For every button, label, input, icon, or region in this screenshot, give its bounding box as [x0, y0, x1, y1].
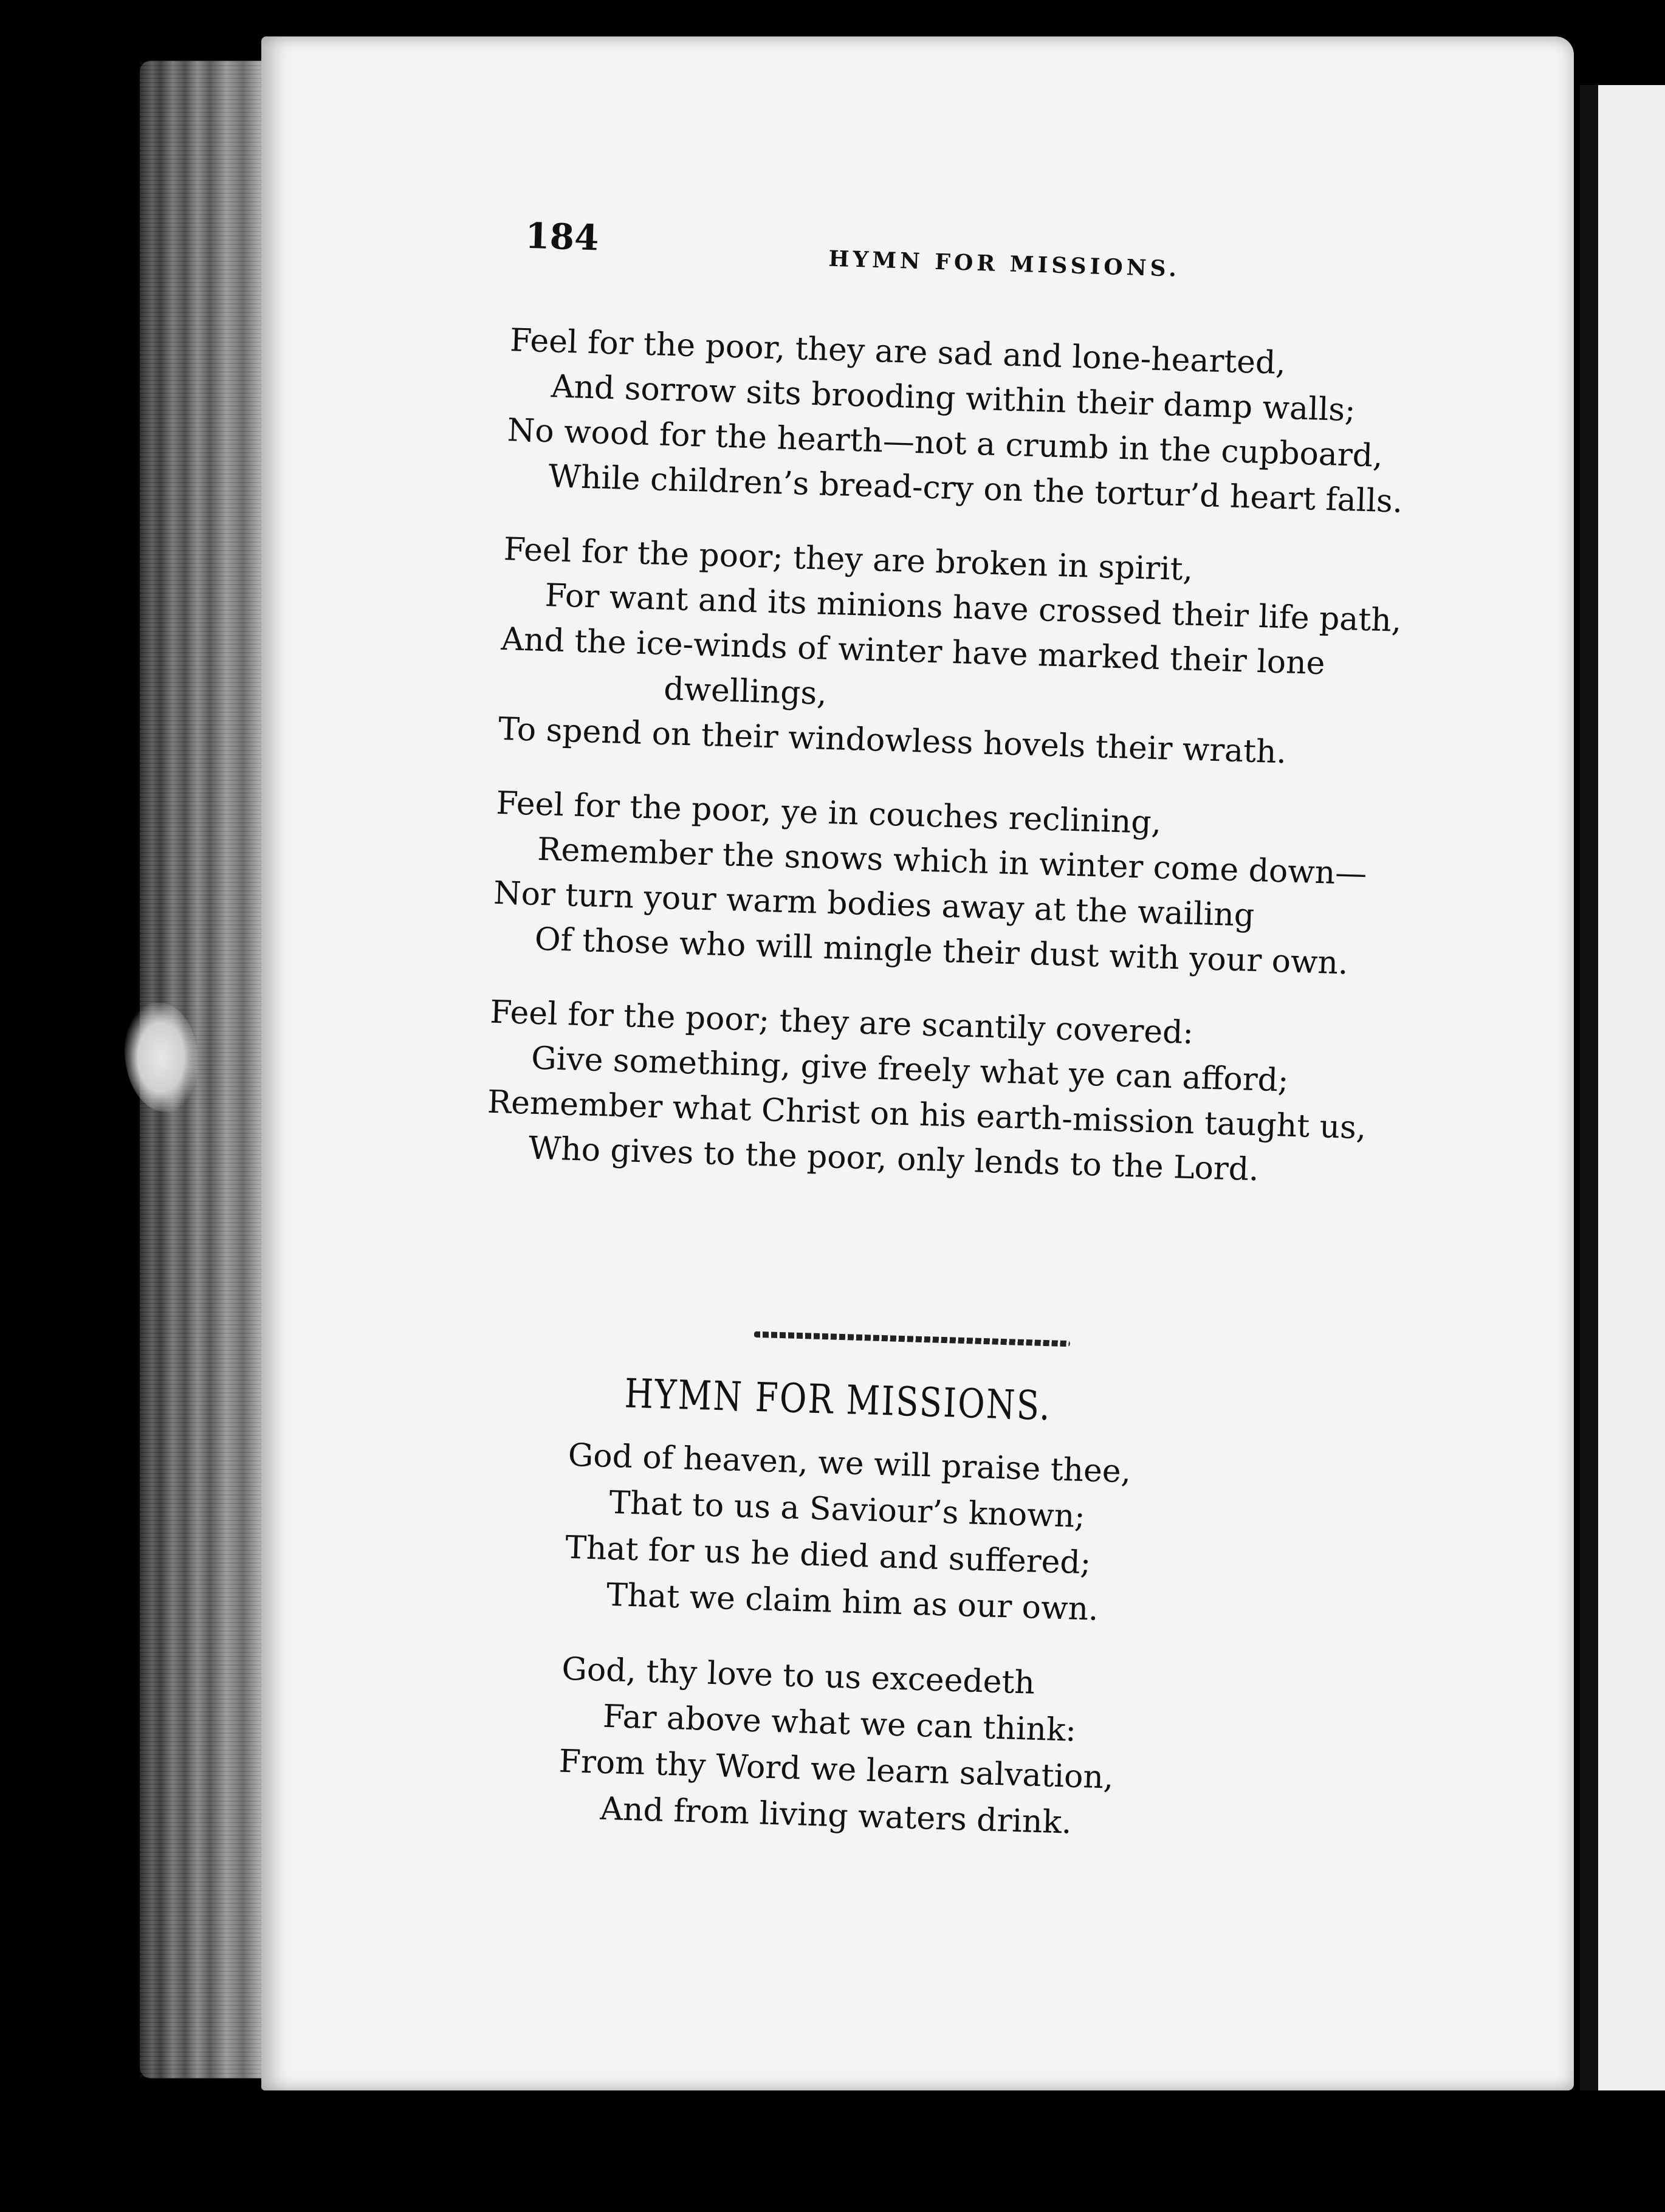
- poem-line: Give something, give freely what ye can afford;: [530, 1040, 1289, 1099]
- poem-line: dwellings,: [663, 670, 828, 712]
- hymn-line: That to us a Saviour’s known;: [608, 1484, 1086, 1536]
- poem-line: Remember the snows which in winter come down—: [537, 831, 1368, 893]
- hymn-for-missions: [556, 1432, 1480, 1887]
- book-page: [261, 36, 1574, 2090]
- poem-line: And the ice-winds of winter have marked their lone: [500, 620, 1326, 682]
- poem-line: Feel for the poor, ye in couches reclining,: [495, 785, 1162, 842]
- hymn-line: God of heaven, we will praise thee,: [567, 1437, 1132, 1491]
- hymn-line: That for us he died and suffered;: [565, 1529, 1092, 1582]
- poem-line: Who gives to the poor, only lends to the Lord.: [527, 1130, 1260, 1189]
- poem-line: Feel for the poor; they are broken in spirit,: [503, 531, 1193, 588]
- hymn-stanza: [557, 1646, 1474, 1858]
- poem-line: Feel for the poor, they are sad and lone-hearted,: [509, 322, 1286, 382]
- hymn-stanza: [563, 1432, 1480, 1644]
- poem-stanza: [506, 318, 1543, 528]
- poem-stanza: [492, 781, 1529, 991]
- running-head: [524, 215, 1486, 311]
- poem-stanza: [486, 990, 1523, 1200]
- poem-line: While children’s bread-cry on the tortur’d heart falls.: [548, 458, 1404, 520]
- facing-page-edge: [1580, 85, 1665, 2090]
- poem-line: Remember what Christ on his earth-mission taught us,: [487, 1084, 1367, 1147]
- poem-line: To spend on their windowless hovels their wrath.: [498, 710, 1287, 771]
- poem-line: And sorrow sits brooding within their damp walls;: [551, 368, 1356, 429]
- poem-stanza: [498, 527, 1537, 782]
- poem-line: No wood for the hearth—not a crumb in the cupboard,: [506, 412, 1384, 475]
- page-text: [228, 13, 1601, 2106]
- hymn-title: HYMN FOR MISSIONS.: [623, 1370, 1052, 1430]
- poem-line: Of those who will mingle their dust with your own.: [534, 921, 1349, 982]
- hymn-line: Far above what we can think:: [602, 1698, 1077, 1749]
- poem-feel-for-the-poor: [484, 318, 1543, 1229]
- running-head-title: HYMN FOR MISSIONS.: [828, 246, 1181, 282]
- hymn-line: That we claim him as our own.: [606, 1576, 1099, 1628]
- page-number: 184: [524, 215, 600, 259]
- hymn-line: And from living waters drink.: [599, 1790, 1073, 1841]
- hymn-line: God, thy love to us exceedeth: [561, 1650, 1035, 1702]
- section-divider: [754, 1331, 1070, 1347]
- poem-line: Nor turn your warm bodies away at the wailing: [493, 874, 1255, 934]
- poem-line: Feel for the poor; they are scantily covered:: [489, 994, 1194, 1051]
- poem-line: For want and its minions have crossed their life path,: [544, 577, 1402, 639]
- hymn-line: From thy Word we learn salvation,: [558, 1743, 1114, 1796]
